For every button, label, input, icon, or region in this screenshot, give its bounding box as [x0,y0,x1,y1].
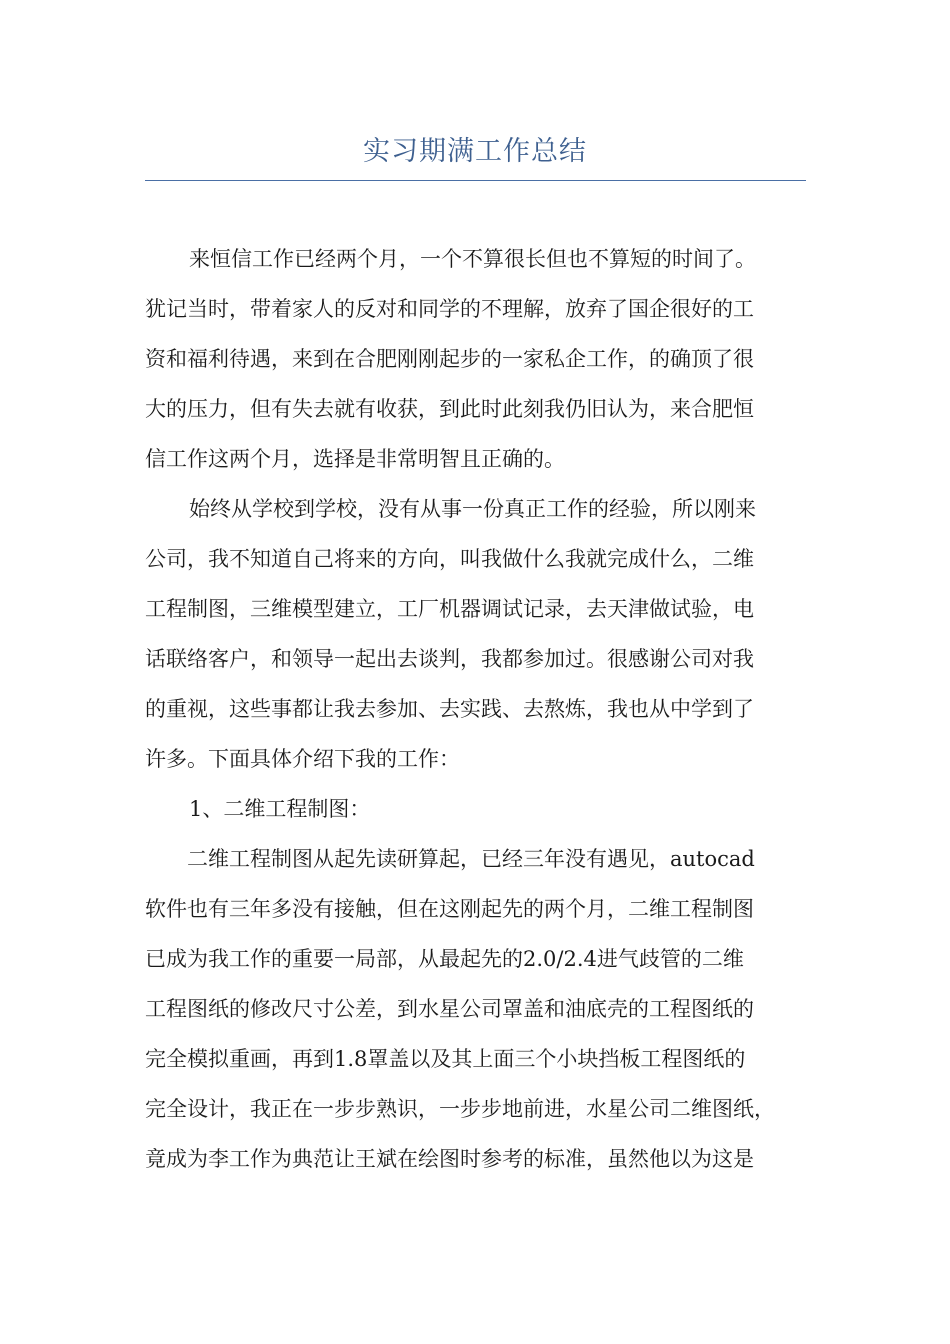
paragraph-line: 二维工程制图从起先读研算起，已经三年没有遇见，autocad [187,847,755,871]
title-underline [145,180,806,181]
paragraph-line: 许多。下面具体介绍下我的工作： [145,747,460,771]
paragraph-line: 犹记当时，带着家人的反对和同学的不理解，放弃了国企很好的工 [145,297,754,321]
paragraph-line: 完全设计，我正在一步步熟识，一步步地前进，水星公司二维图纸， [145,1097,775,1121]
paragraph-line: 资和福利待遇，来到在合肥刚刚起步的一家私企工作，的确顶了很 [145,347,754,371]
paragraph-line: 已成为我工作的重要一局部，从最起先的2.0/2.4进气歧管的二维 [145,947,744,971]
paragraph-line: 大的压力，但有失去就有收获，到此时此刻我仍旧认为，来合肥恒 [145,397,754,421]
document-body [145,234,825,1184]
paragraph-line: 话联络客户，和领导一起出去谈判，我都参加过。很感谢公司对我 [145,647,754,671]
paragraph-line: 的重视，这些事都让我去参加、去实践、去熬炼，我也从中学到了 [145,697,754,721]
paragraph-line: 完全模拟重画，再到1.8罩盖以及其上面三个小块挡板工程图纸的 [145,1047,746,1071]
paragraph-line: 始终从学校到学校，没有从事一份真正工作的经验，所以刚来 [189,497,756,521]
paragraph-line: 来恒信工作已经两个月，一个不算很长但也不算短的时间了。 [189,247,756,271]
section-heading: 1、二维工程制图： [189,797,371,821]
paragraph-line: 公司，我不知道自己将来的方向，叫我做什么我就完成什么，二维 [145,547,754,571]
paragraph-line: 信工作这两个月，选择是非常明智且正确的。 [145,447,565,471]
paragraph-line: 工程图纸的修改尺寸公差，到水星公司罩盖和油底壳的工程图纸的 [145,997,754,1021]
paragraph-line: 工程制图，三维模型建立，工厂机器调试记录，去天津做试验，电 [145,597,754,621]
paragraph-line: 软件也有三年多没有接触，但在这刚起先的两个月，二维工程制图 [145,897,754,921]
paragraph-line: 竟成为李工作为典范让王斌在绘图时参考的标准，虽然他以为这是 [145,1147,754,1171]
document-title: 实习期满工作总结 [363,136,587,167]
